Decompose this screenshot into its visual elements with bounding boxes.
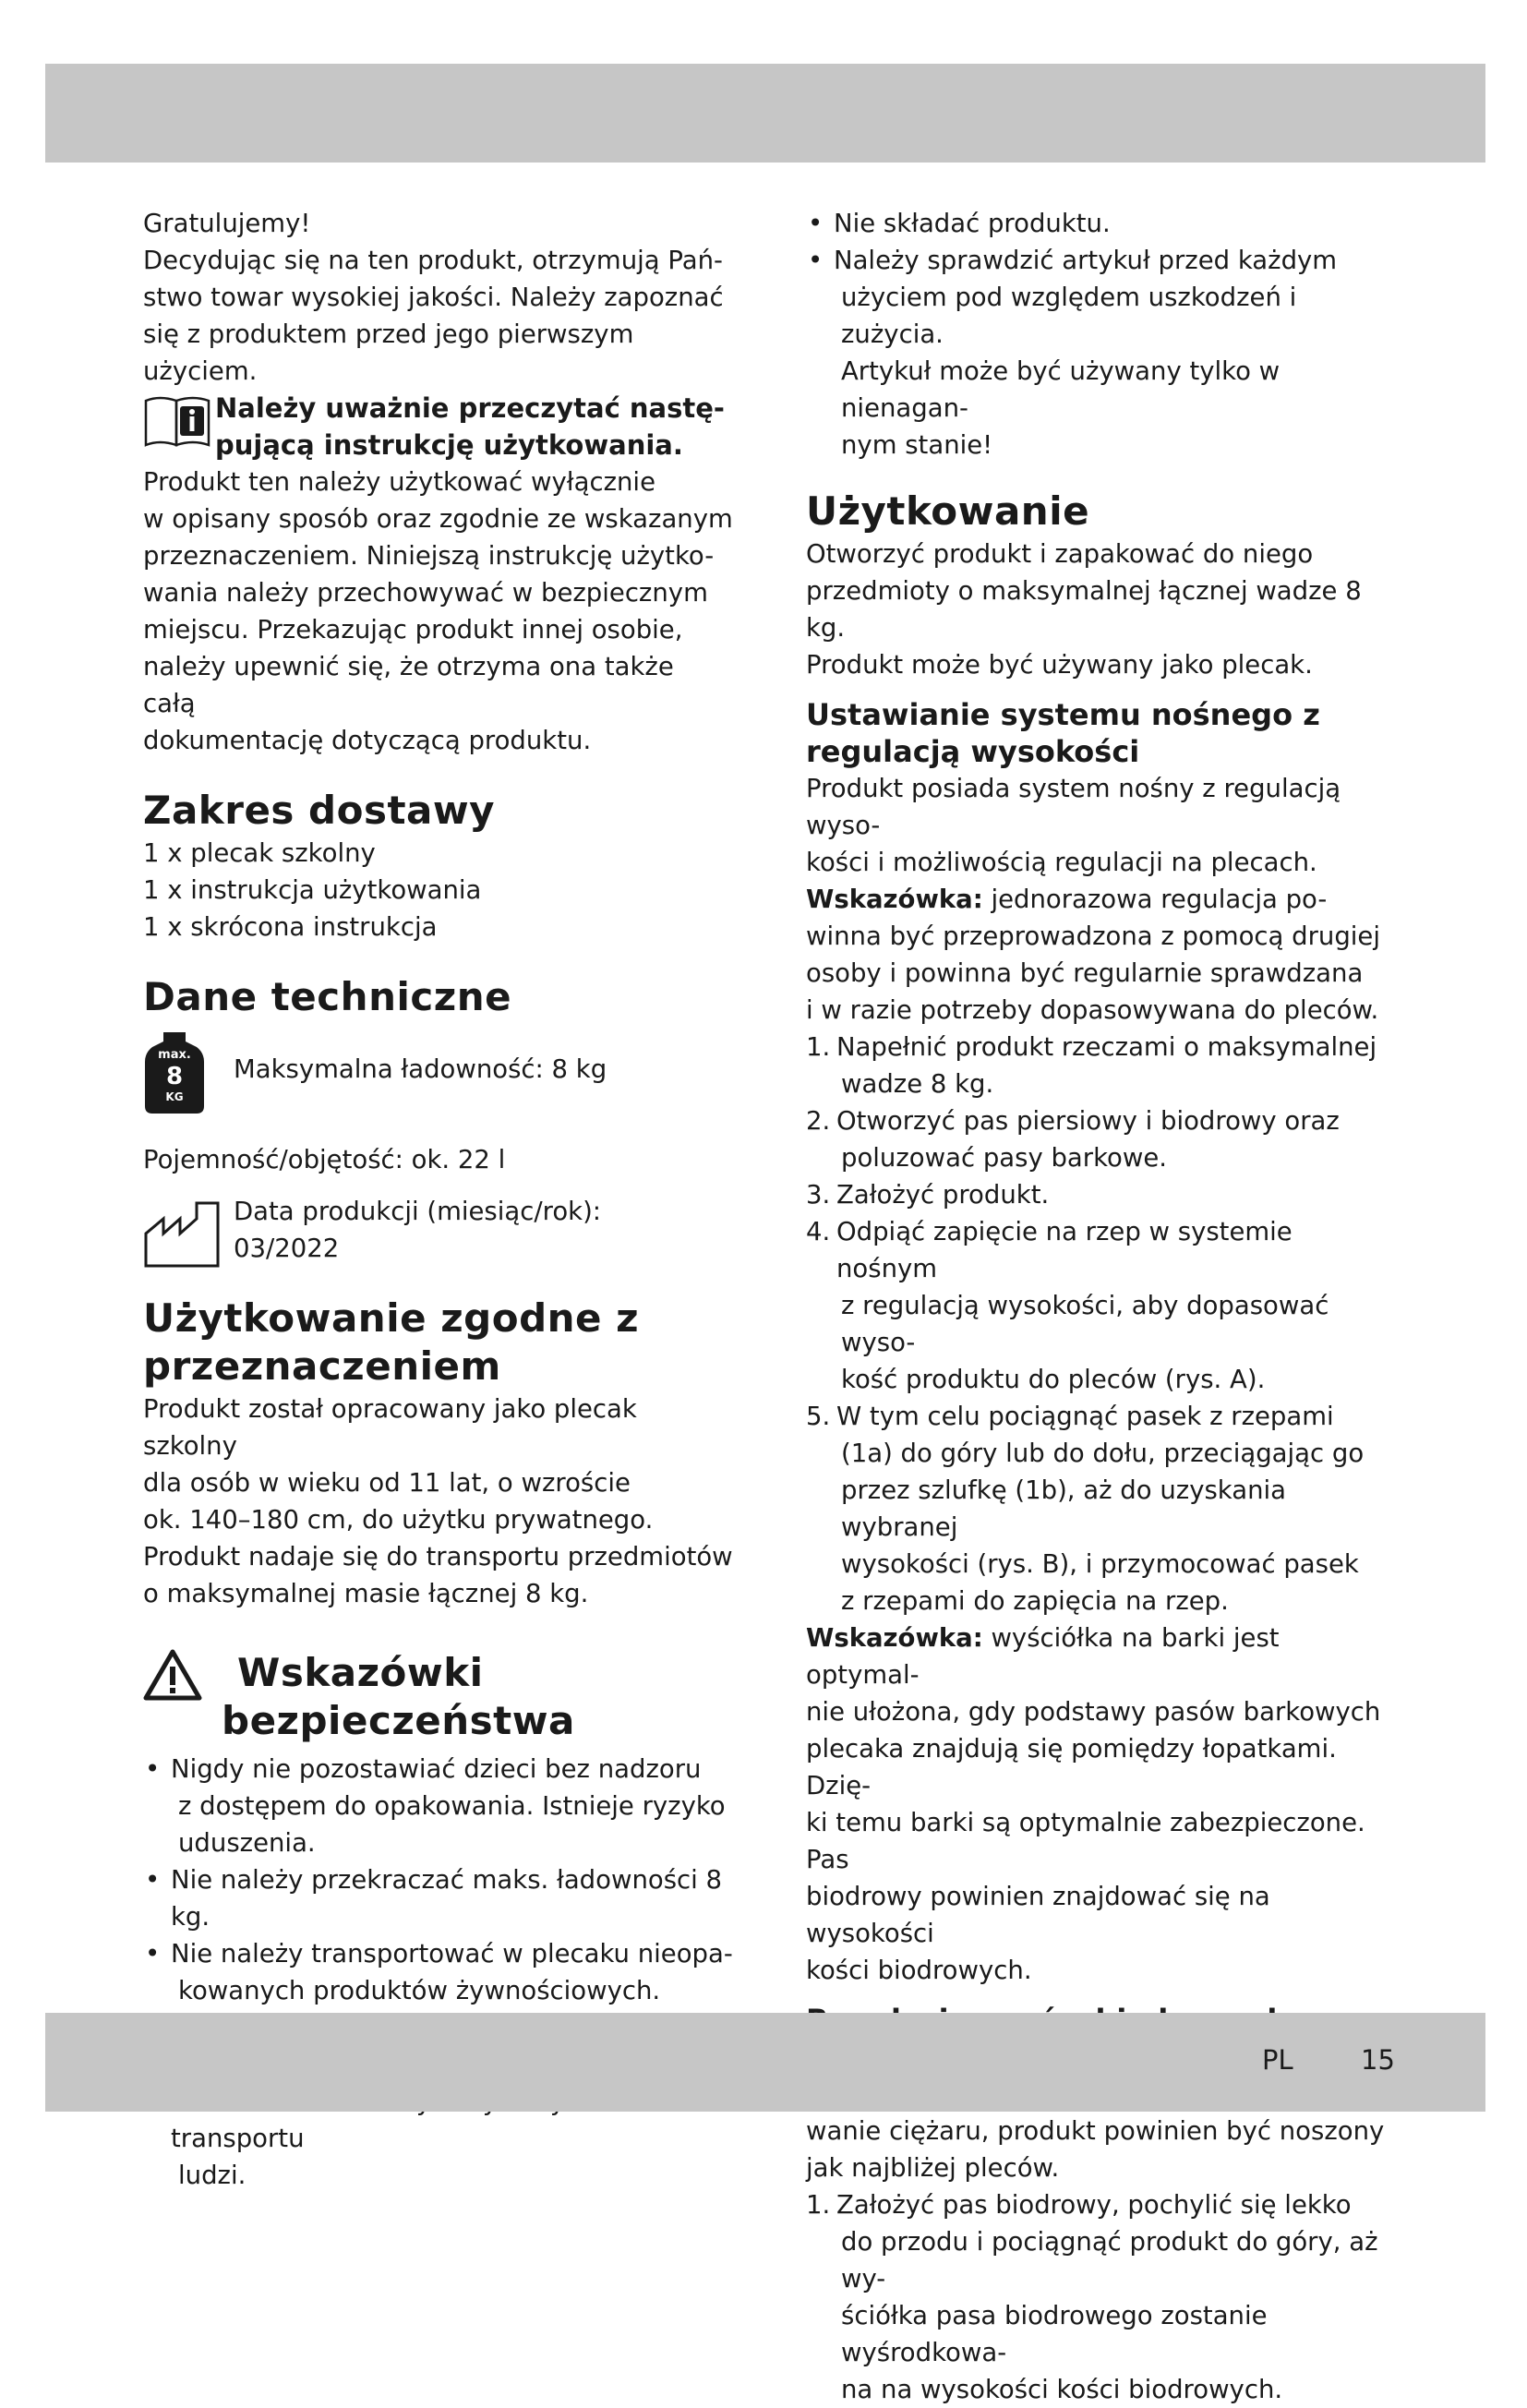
- page-number: 15: [1361, 2044, 1395, 2076]
- date-value: 03/2022: [234, 1234, 340, 1263]
- safety-heading-block: [143, 1649, 734, 1745]
- read-instructions-notice: [143, 390, 734, 464]
- intended-heading: Użytkowanie zgodne z: [143, 1295, 640, 1341]
- carry-line: Produkt posiada system nośny z regulacją wyso-: [806, 774, 1341, 840]
- safety-item: • Nigdy nie pozostawiać dzieci bez nadzoru: [143, 1751, 734, 1788]
- intro-line: się z produktem przed jego pierwszym użyciem.: [143, 319, 634, 386]
- carry-steps: [806, 1029, 1397, 1619]
- delivery-item: 1 x plecak szkolny: [143, 838, 376, 868]
- intro-body: w opisany sposób oraz zgodnie ze wskazanym: [143, 504, 733, 534]
- delivery-heading: Zakres dostawy: [143, 788, 496, 833]
- weight-icon: max. 8 KG: [143, 1029, 206, 1115]
- intro-body: należy upewnić się, że otrzyma ona także całą: [143, 652, 674, 718]
- tech-heading: Dane techniczne: [143, 974, 512, 1019]
- safety-heading: Wskazówki: [237, 1650, 484, 1695]
- straps-line: wanie ciężaru, produkt powinien być noszony: [806, 2116, 1385, 2146]
- step-item: 5. W tym celu pociągnąć pasek z rzepami: [806, 1402, 1334, 1431]
- carry-heading: Ustawianie systemu nośnego z: [806, 697, 1320, 732]
- safety-list: [143, 1751, 734, 2194]
- step-item: 2. Otworzyć pas piersiowy i biodrowy oraz: [806, 1106, 1340, 1136]
- safety-item-cont: kowanych produktów żywnościowych.: [178, 1976, 661, 2005]
- step-cont: z regulacją wysokości, aby dopasować wyso-: [841, 1291, 1329, 1357]
- intended-line: Produkt nadaje się do transportu przedmiotów: [143, 1542, 733, 1571]
- carry-heading: regulacją wysokości: [806, 734, 1140, 769]
- manual-info-icon: [143, 393, 211, 447]
- intended-line: Produkt został opracowany jako plecak szkolny: [143, 1394, 637, 1461]
- factory-icon: [143, 1198, 221, 1269]
- intro-body: dokumentację dotyczącą produktu.: [143, 726, 592, 755]
- intro-body: wania należy przechowywać w bezpiecznym: [143, 578, 708, 608]
- step-cont: poluzować pasy barkowe.: [841, 1143, 1168, 1173]
- header-bar: [45, 64, 1485, 163]
- production-date-row: [143, 1193, 734, 1270]
- carry-hint2-line: nie ułożona, gdy podstawy pasów barkowych: [806, 1697, 1381, 1727]
- carry-line: kości i możliwością regulacji na plecach.: [806, 848, 1317, 877]
- straps-line: jak najbliżej pleców.: [806, 2153, 1060, 2183]
- carry-hint2: Wskazówka: wyściółka na barki jest optymal-: [806, 1623, 1280, 1690]
- step-item: 4. Odpiąć zapięcie na rzep w systemie nośnym: [806, 1217, 1293, 1283]
- safety-item-cont: nym stanie!: [841, 430, 993, 460]
- step-item: 1. Założyć pas biodrowy, pochylić się lekko: [806, 2190, 1352, 2220]
- carry-hint-line: winna być przeprowadzona z pomocą drugiej: [806, 921, 1380, 951]
- max-load-row: [143, 1025, 734, 1121]
- safety-heading: bezpieczeństwa: [222, 1698, 575, 1743]
- left-column: [143, 205, 734, 2194]
- safety-item: • transportu: [143, 2083, 734, 2157]
- safety-item: • Nie należy przekraczać maks. ładowności 8 kg.: [143, 1861, 734, 1935]
- step-item: 3. Założyć produkt.: [806, 1180, 1050, 1210]
- carry-hint2-line: kości biodrowych.: [806, 1956, 1032, 1985]
- delivery-item: 1 x skrócona instrukcja: [143, 912, 438, 942]
- intended-heading: przeznaczeniem: [143, 1343, 501, 1389]
- step-cont: przez szlufkę (1b), aż do uzyskania wybranej: [841, 1475, 1287, 1542]
- footer-language: PL: [1262, 2044, 1293, 2076]
- carry-hint2-line: biodrowy powinien znajdować się na wysokości: [806, 1882, 1270, 1948]
- delivery-item: 1 x instrukcja użytkowania: [143, 875, 482, 905]
- date-label: Data produkcji (miesiąc/rok):: [234, 1197, 602, 1226]
- carry-hint-line: i w razie potrzeby dopasowywana do pleców.: [806, 995, 1379, 1025]
- step-cont: wadze 8 kg.: [841, 1069, 994, 1099]
- intro-body: Produkt ten należy użytkować wyłącznie: [143, 467, 655, 497]
- step-item: 1. Napełnić produkt rzeczami o maksymalnej: [806, 1032, 1377, 1062]
- safety-item: • Należy sprawdzić artykuł przed każdym: [806, 242, 1397, 279]
- capacity-text: Pojemność/objętość: ok. 22 l: [143, 1145, 506, 1174]
- safety-item-cont: Artykuł może być używany tylko w nienagan-: [841, 356, 1281, 423]
- intro-body: przeznaczeniem. Niniejszą instrukcję użytko-: [143, 541, 715, 571]
- step-cont: na na wysokości kości biodrowych.: [841, 2375, 1283, 2404]
- notice-line: Należy uważnie przeczytać nastę-: [215, 392, 725, 424]
- notice-line: pującą instrukcję użytkowania.: [215, 429, 683, 461]
- step-cont: (1a) do góry lub do dołu, przeciągając go: [841, 1439, 1365, 1468]
- usage-line: Produkt może być używany jako plecak.: [806, 650, 1313, 680]
- carry-hint-line: osoby i powinna być regularnie sprawdzana: [806, 958, 1364, 988]
- intended-line: dla osób w wieku od 11 lat, o wzroście: [143, 1468, 631, 1498]
- safety-item: • Nie składać produktu.: [806, 205, 1397, 242]
- safety-item-cont: użyciem pod względem uszkodzeń i zużycia.: [841, 283, 1297, 349]
- warning-triangle-icon: [143, 1649, 202, 1701]
- step-cont: do przodu i pociągnąć produkt do góry, aż wy-: [841, 2227, 1378, 2294]
- safety-item-cont: ludzi.: [178, 2161, 246, 2190]
- usage-line: Otworzyć produkt i zapakować do niego: [806, 539, 1314, 569]
- intended-line: o maksymalnej masie łącznej 8 kg.: [143, 1579, 589, 1608]
- step-cont: wysokości (rys. B), i przymocować pasek: [841, 1549, 1359, 1579]
- safety-item: • Nie należy transportować w plecaku nieopa-: [143, 1935, 734, 1972]
- usage-heading: Użytkowanie: [806, 488, 1090, 534]
- step-cont: ściółka pasa biodrowego zostanie wyśrodkowa-: [841, 2301, 1268, 2367]
- hint-label: Wskazówka:: [806, 885, 983, 914]
- carry-hint2-line: plecaka znajdują się pomiędzy łopatkami. Dzię-: [806, 1734, 1337, 1800]
- max-load-text: Maksymalna ładowność: 8 kg: [234, 1054, 607, 1084]
- safety-item-cont: z dostępem do opakowania. Istnieje ryzyko: [178, 1791, 726, 1821]
- usage-line: przedmioty o maksymalnej łącznej wadze 8 kg.: [806, 576, 1362, 643]
- carry-hint: Wskazówka: jednorazowa regulacja po-: [806, 885, 1328, 914]
- intro-body: miejscu. Przekazując produkt innej osobie,: [143, 615, 683, 644]
- safety-item-cont: uduszenia.: [178, 1828, 316, 1858]
- hint-label: Wskazówka:: [806, 1623, 983, 1653]
- carry-hint2-line: ki temu barki są optymalnie zabezpieczone. Pas: [806, 1808, 1365, 1874]
- greeting: Gratulujemy!: [143, 209, 311, 238]
- step-cont: kość produktu do pleców (rys. A).: [841, 1365, 1266, 1394]
- step-cont: z rzepami do zapięcia na rzep.: [841, 1586, 1229, 1616]
- intended-line: ok. 140–180 cm, do użytku prywatnego.: [143, 1505, 654, 1535]
- intro-line: stwo towar wysokiej jakości. Należy zapoznać: [143, 283, 724, 312]
- intro-line: Decydując się na ten produkt, otrzymują Pań-: [143, 246, 723, 275]
